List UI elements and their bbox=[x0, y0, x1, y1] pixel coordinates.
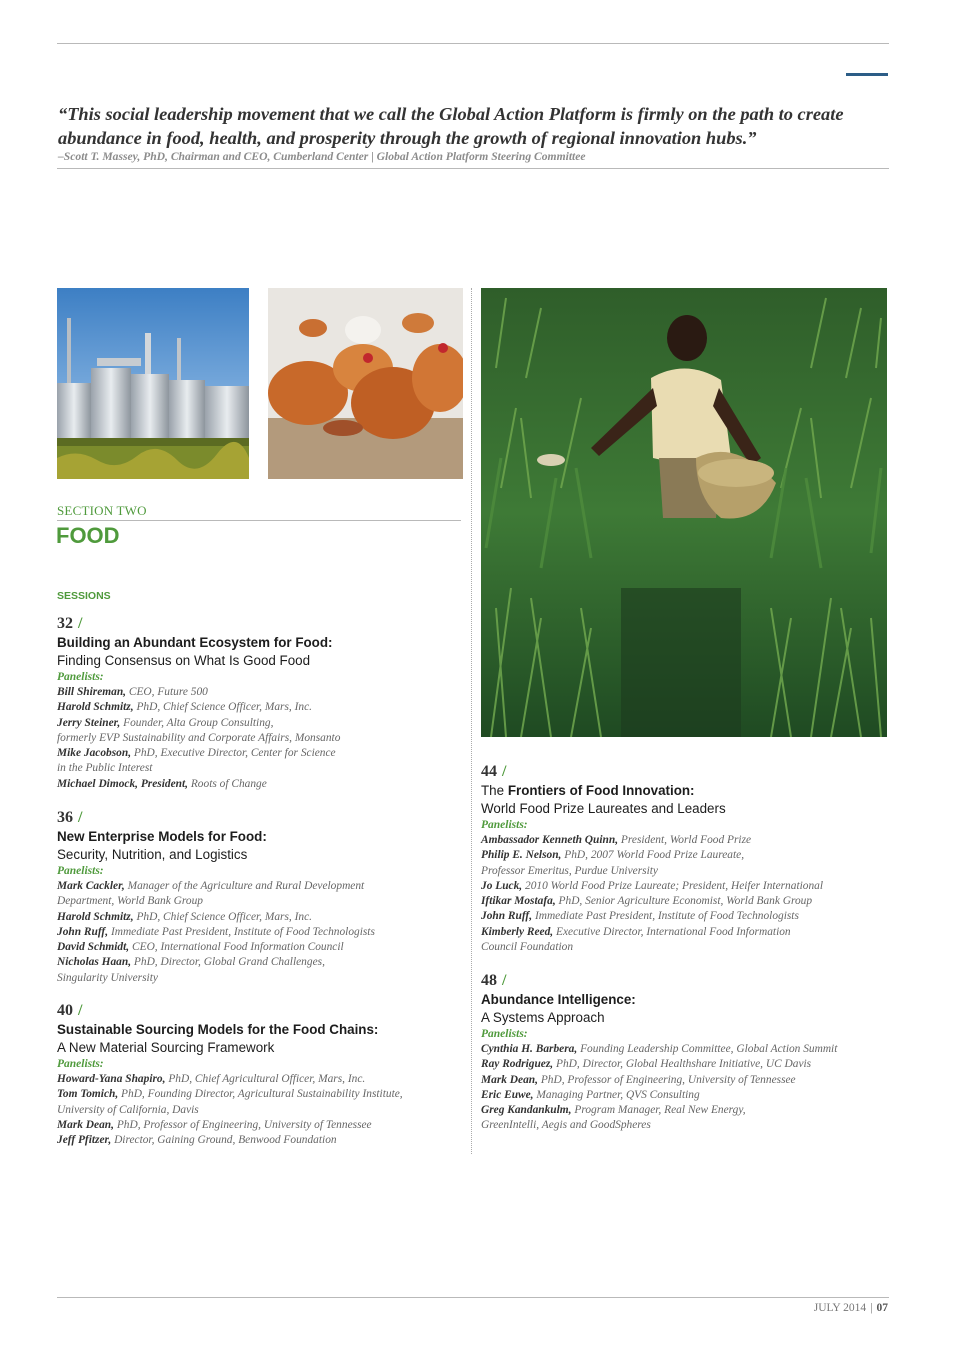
panelist-line: Bill Shireman, CEO, Future 500 bbox=[57, 686, 208, 698]
panelist-line: Singularity University bbox=[57, 971, 158, 984]
panelist-line: Jeff Pfitzer, Director, Gaining Ground, Benwood Foundation bbox=[57, 1134, 337, 1147]
page-number: 07 bbox=[876, 1302, 888, 1314]
footer-rule bbox=[57, 1297, 889, 1298]
session-subtitle: A Systems Approach bbox=[481, 1010, 605, 1025]
panelist-line: Greg Kandankulm, Program Manager, Real New Energy, bbox=[481, 1104, 746, 1117]
sessions-label: SESSIONS bbox=[57, 590, 111, 602]
panelist-line: Council Foundation bbox=[481, 941, 574, 954]
session-title: The Frontiers of Food Innovation: bbox=[481, 783, 695, 798]
session-32 bbox=[57, 614, 477, 792]
top-rule bbox=[57, 43, 889, 44]
session-title: New Enterprise Models for Food: bbox=[57, 829, 267, 844]
panelist-line: Mark Dean, PhD, Professor of Engineering, University of Tennessee bbox=[57, 1118, 372, 1131]
chickens-photo bbox=[268, 288, 463, 479]
session-subtitle: Finding Consensus on What Is Good Food bbox=[57, 653, 311, 668]
session-subtitle: World Food Prize Laureates and Leaders bbox=[481, 801, 726, 816]
session-44 bbox=[481, 762, 901, 955]
session-number: 36 / bbox=[57, 809, 83, 826]
panelist-line: Iftikar Mostafa, PhD, Senior Agriculture Economist, World Bank Group bbox=[481, 895, 813, 908]
panelist-line: Mike Jacobson, PhD, Executive Director, Center for Science bbox=[57, 747, 336, 760]
session-number: 48 / bbox=[481, 972, 507, 989]
pull-quote: “This social leadership movement that we call the Global Action Platform is firmly on the path to create abundance in food, health, and prosperity through the growth of regional innovation hubs.” bbox=[58, 104, 844, 148]
panelist-list bbox=[481, 833, 901, 955]
panelist-line: Ray Rodriguez, PhD, Director, Global Healthshare Initiative, UC Davis bbox=[481, 1058, 812, 1071]
panelist-list bbox=[57, 879, 477, 986]
panelist-line: Mark Dean, PhD, Professor of Engineering, University of Tennessee bbox=[481, 1073, 796, 1086]
session-number: 44 / bbox=[481, 763, 507, 780]
panelist-list bbox=[481, 1042, 901, 1134]
session-number: 32 / bbox=[57, 615, 83, 632]
session-subtitle: A New Material Sourcing Framework bbox=[57, 1040, 275, 1055]
panelist-line: John Ruff, Immediate Past President, Institute of Food Technologists bbox=[57, 925, 375, 938]
panelists-label: Panelists: bbox=[481, 819, 528, 831]
panelist-line: Michael Dimock, President, Roots of Change bbox=[57, 777, 267, 790]
session-36 bbox=[57, 808, 477, 986]
rice-field-photo bbox=[481, 288, 887, 737]
footer-separator: | bbox=[870, 1302, 873, 1314]
panelist-line: Cynthia H. Barbera, Founding Leadership Committee, Global Action Summit bbox=[481, 1043, 838, 1055]
section-label: SECTION TWO bbox=[57, 503, 147, 518]
grain-silos-photo bbox=[57, 288, 249, 479]
panelist-line: Ambassador Kenneth Quinn, President, World Food Prize bbox=[481, 834, 752, 846]
panelists-label: Panelists: bbox=[481, 1028, 528, 1040]
panelist-line: Philip E. Nelson, PhD, 2007 World Food Prize Laureate, bbox=[481, 849, 745, 862]
panelist-line: formerly EVP Sustainability and Corporate Affairs, Monsanto bbox=[57, 731, 341, 744]
session-title: Abundance Intelligence: bbox=[481, 992, 636, 1007]
panelist-line: Jerry Steiner, Founder, Alta Group Consulting, bbox=[57, 716, 274, 729]
accent-bar bbox=[846, 73, 888, 76]
session-title: Building an Abundant Ecosystem for Food: bbox=[57, 635, 333, 650]
panelist-line: Harold Schmitz, PhD, Chief Science Officer, Mars, Inc. bbox=[57, 701, 313, 714]
session-title: Sustainable Sourcing Models for the Food Chains: bbox=[57, 1022, 379, 1037]
panelist-line: Professor Emeritus, Purdue University bbox=[481, 864, 658, 877]
panelist-line: Harold Schmitz, PhD, Chief Science Officer, Mars, Inc. bbox=[57, 910, 313, 923]
quote-rule bbox=[57, 168, 889, 169]
session-number: 40 / bbox=[57, 1002, 83, 1019]
panelist-line: Kimberly Reed, Executive Director, International Food Information bbox=[481, 925, 791, 938]
panelist-line: David Schmidt, CEO, International Food Information Council bbox=[57, 941, 344, 954]
panelist-line: Nicholas Haan, PhD, Director, Global Grand Challenges, bbox=[57, 956, 325, 969]
panelist-line: Department, World Bank Group bbox=[57, 895, 203, 908]
panelist-line: Howard-Yana Shapiro, PhD, Chief Agricultural Officer, Mars, Inc. bbox=[57, 1073, 366, 1085]
session-40 bbox=[57, 1001, 477, 1148]
session-48 bbox=[481, 971, 901, 1134]
panelists-label: Panelists: bbox=[57, 1058, 104, 1070]
panelist-line: GreenIntelli, Aegis and GoodSpheres bbox=[481, 1119, 651, 1132]
section-title: FOOD bbox=[56, 523, 120, 548]
section-rule bbox=[57, 520, 461, 521]
panelist-list bbox=[57, 1072, 477, 1148]
panelists-label: Panelists: bbox=[57, 865, 104, 877]
quote-attribution: –Scott T. Massey, PhD, Chairman and CEO, Cumberland Center | Global Action Platform Steering Committee bbox=[58, 150, 586, 163]
panelists-label: Panelists: bbox=[57, 671, 104, 683]
panelist-line: Mark Cackler, Manager of the Agriculture and Rural Development bbox=[57, 880, 365, 892]
panelist-line: Jo Luck, 2010 World Food Prize Laureate; President, Heifer International bbox=[481, 879, 824, 892]
session-subtitle: Security, Nutrition, and Logistics bbox=[57, 847, 248, 862]
page-footer bbox=[814, 1302, 888, 1314]
panelist-line: John Ruff, Immediate Past President, Institute of Food Technologists bbox=[481, 910, 799, 923]
panelist-line: University of California, Davis bbox=[57, 1103, 199, 1116]
panelist-line: Tom Tomich, PhD, Founding Director, Agricultural Sustainability Institute, bbox=[57, 1088, 403, 1101]
panelist-line: in the Public Interest bbox=[57, 762, 153, 775]
panelist-line: Eric Euwe, Managing Partner, QVS Consulting bbox=[481, 1088, 700, 1101]
issue-date: JULY 2014 bbox=[813, 1302, 867, 1314]
panelist-list bbox=[57, 685, 477, 792]
